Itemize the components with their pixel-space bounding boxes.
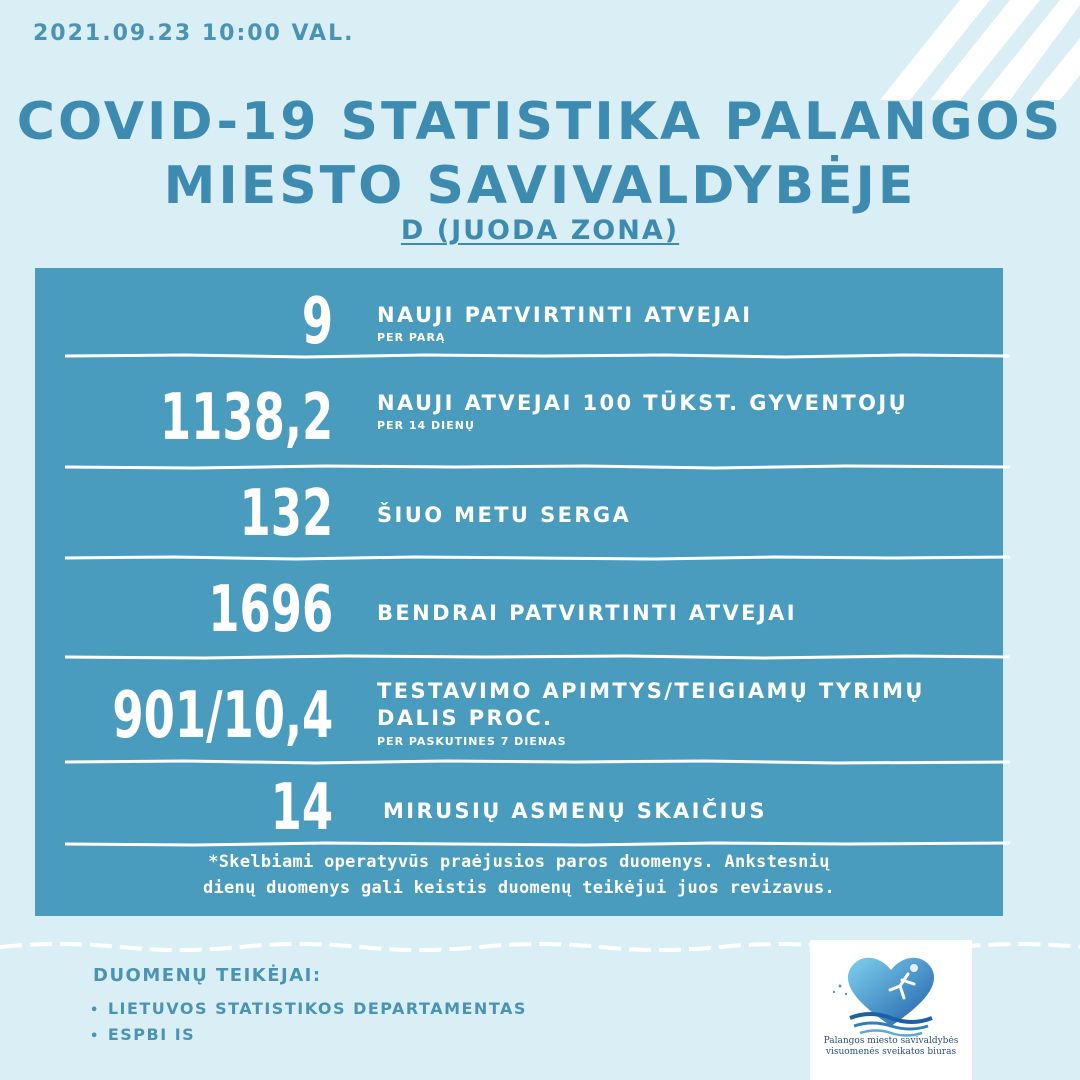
stat-value: 9 [301,285,333,359]
divider [65,554,1010,562]
disclaimer-line2: dienų duomenys gali keistis duomenų teikėjui juos revizavus. [202,877,836,898]
disclaimer-line1: *Skelbiami operatyvūs praėjusios paros duomenys. Ankstesnių [208,852,830,872]
organization-logo [810,940,972,1080]
page-title-line2: MIESTO SAVIVALDYBĖJE [163,156,917,216]
zone-label [0,215,1080,246]
stat-label [377,600,987,627]
provider-item: • ESPBI IS [90,1022,527,1048]
divider [65,352,1010,360]
zone-text: D (JUODA ZONA) [400,215,680,246]
stat-value: 901/10,4 [112,679,333,753]
stat-label [377,302,987,346]
stat-label-text: MIRUSIŲ ASMENŲ SKAIČIUS [383,799,767,823]
logo-caption [810,1036,972,1059]
stat-label-text: TESTAVIMO APIMTYS/TEIGIAMŲ TYRIMŲ DALIS PROC. [377,679,925,731]
stat-value: 132 [239,477,333,551]
stat-label [383,798,993,825]
disclaimer-note [35,850,1003,901]
stat-value: 14 [270,771,333,845]
decorative-stripes [820,0,1080,100]
page-title-line1: COVID-19 STATISTIKA PALANGOS [16,92,1064,152]
stat-sublabel: PER PASKUTINES 7 DIENAS [377,734,567,748]
stat-value: 1696 [208,573,333,647]
stat-label-text: ŠIUO METU SERGA [377,503,632,527]
stat-label-text: NAUJI ATVEJAI 100 TŪKST. GYVENTOJŲ [377,391,909,415]
providers-title: DUOMENŲ TEIKĖJAI: [93,965,322,986]
stat-label-text: BENDRAI PATVIRTINTI ATVEJAI [377,601,797,625]
providers-list [90,996,527,1049]
stat-label [377,502,987,529]
stat-sublabel: PER PARĄ [377,331,446,345]
heart-runner-icon [810,940,972,1040]
stat-label [377,678,987,749]
divider [65,463,1010,471]
stat-label-text: NAUJI PATVIRTINTI ATVEJAI [377,303,753,327]
divider [65,758,1010,766]
divider [65,653,1010,661]
divider [65,840,1010,848]
stat-value: 1138,2 [159,381,333,455]
stat-sublabel: PER 14 DIENŲ [377,419,475,433]
provider-item: • LIETUVOS STATISTIKOS DEPARTAMENTAS [90,996,527,1022]
logo-caption-line2: visuomenės sveikatos biuras [825,1047,957,1058]
stat-label [377,390,987,434]
stats-panel [35,268,1003,916]
report-date: 2021.09.23 10:00 VAL. [33,21,355,46]
logo-caption-line1: Palangos miesto savivaldybės [823,1036,959,1046]
